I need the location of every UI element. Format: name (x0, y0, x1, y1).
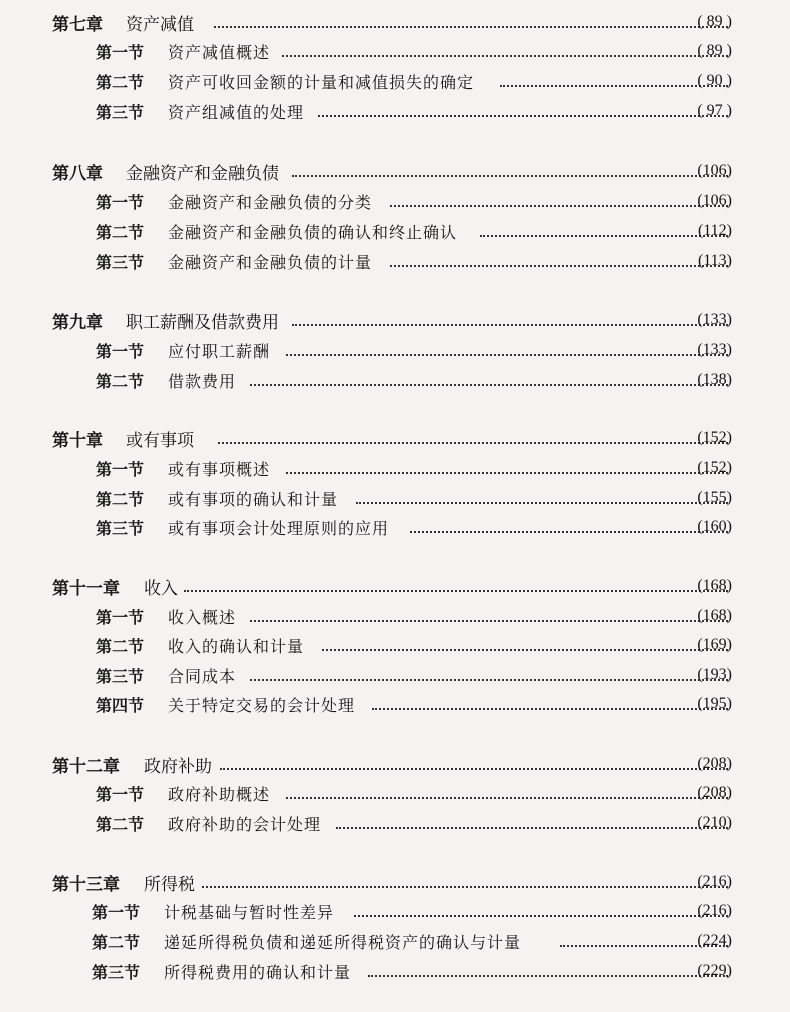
dot-leader (390, 263, 728, 267)
section-title: 金融资产和金融负债的确认和终止确认 (168, 222, 458, 242)
page-number: (112) (697, 222, 732, 239)
page-number: (152) (697, 429, 732, 446)
dot-leader (202, 884, 728, 888)
dot-leader (336, 825, 728, 829)
dot-leader (480, 233, 728, 237)
section-title: 收入概述 (168, 607, 237, 627)
section-title: 或有事项会计处理原则的应用 (168, 518, 390, 538)
section-title: 政府补助概述 (168, 784, 271, 804)
chapter-title: 资产减值 (126, 14, 194, 35)
toc-section[interactable] (0, 897, 790, 925)
page-number: (155) (697, 489, 732, 506)
section-label: 第三节 (96, 666, 145, 686)
page-number: (208) (697, 755, 732, 772)
toc-section[interactable] (0, 187, 790, 215)
section-label: 第二节 (96, 636, 145, 656)
dot-leader (322, 647, 728, 651)
dot-leader (354, 913, 728, 917)
chapter-title: 金融资产和金融负债 (126, 163, 279, 184)
section-label: 第一节 (96, 784, 145, 804)
section-label: 第二节 (96, 371, 145, 391)
section-label: 第一节 (96, 42, 145, 62)
chapter-label: 第十三章 (52, 874, 120, 895)
page-number: (168) (697, 577, 732, 594)
chapter-title: 或有事项 (126, 430, 194, 451)
section-label: 第三节 (96, 102, 145, 122)
chapter-label: 第十二章 (52, 756, 120, 777)
toc-chapter-11[interactable] (0, 572, 790, 600)
section-label: 第二节 (96, 489, 145, 509)
dot-leader (390, 203, 728, 207)
toc-section[interactable] (0, 602, 790, 630)
toc-section[interactable] (0, 927, 790, 955)
toc-section[interactable] (0, 957, 790, 985)
page-number: ( 97 ) (697, 102, 732, 119)
dot-leader (250, 677, 728, 681)
section-title: 所得税费用的确认和计量 (164, 962, 352, 982)
page-number: (210) (697, 814, 732, 831)
page-number: ( 89 ) (697, 13, 732, 30)
dot-leader (292, 322, 728, 326)
section-title: 或有事项概述 (168, 459, 271, 479)
toc-chapter-8[interactable] (0, 157, 790, 185)
page-number: (195) (697, 695, 732, 712)
toc-section[interactable] (0, 484, 790, 512)
section-label: 第二节 (96, 72, 145, 92)
section-label: 第二节 (96, 814, 145, 834)
toc-chapter-10[interactable] (0, 424, 790, 452)
section-title: 金融资产和金融负债的分类 (168, 192, 373, 212)
page-number: (193) (697, 666, 732, 683)
page-number: (106) (697, 192, 732, 209)
page-number: (106) (697, 162, 732, 179)
section-label: 第三节 (92, 962, 141, 982)
section-title: 资产组减值的处理 (168, 102, 305, 122)
chapter-title: 职工薪酬及借款费用 (126, 312, 279, 333)
section-title: 递延所得税负债和递延所得税资产的确认与计量 (164, 932, 522, 952)
page-number: (133) (697, 311, 732, 328)
page-number: (229) (697, 962, 732, 979)
dot-leader (250, 382, 728, 386)
dot-leader (282, 53, 728, 57)
page-number: (160) (697, 518, 732, 535)
section-label: 第一节 (96, 341, 145, 361)
dot-leader (368, 973, 728, 977)
dot-leader (318, 113, 728, 117)
dot-leader (372, 706, 728, 710)
section-label: 第二节 (96, 222, 145, 242)
section-label: 第三节 (96, 518, 145, 538)
dot-leader (214, 24, 728, 28)
section-label: 第一节 (92, 902, 141, 922)
chapter-label: 第十章 (52, 430, 103, 451)
toc-chapter-7[interactable] (0, 8, 790, 36)
section-title: 合同成本 (168, 666, 237, 686)
section-title: 应付职工薪酬 (168, 341, 271, 361)
section-title: 借款费用 (168, 371, 237, 391)
toc-section[interactable] (0, 454, 790, 482)
section-title: 资产可收回金额的计量和减值损失的确定 (168, 72, 475, 92)
toc-chapter-13[interactable] (0, 868, 790, 896)
chapter-title: 收入 (144, 578, 178, 599)
dot-leader (410, 529, 728, 533)
toc-section[interactable] (0, 809, 790, 837)
page-number: (168) (697, 607, 732, 624)
toc-section[interactable] (0, 779, 790, 807)
chapter-title: 所得税 (144, 874, 195, 895)
section-title: 政府补助的会计处理 (168, 814, 322, 834)
section-title: 资产减值概述 (168, 42, 271, 62)
section-label: 第一节 (96, 607, 145, 627)
toc-section[interactable] (0, 513, 790, 541)
page-number: (208) (697, 784, 732, 801)
chapter-label: 第八章 (52, 163, 103, 184)
page-number: (138) (697, 371, 732, 388)
chapter-label: 第七章 (52, 14, 103, 35)
dot-leader (500, 83, 728, 87)
toc-section[interactable] (0, 97, 790, 125)
section-label: 第一节 (96, 192, 145, 212)
chapter-title: 政府补助 (144, 756, 212, 777)
dot-leader (292, 173, 728, 177)
section-label: 第四节 (96, 695, 145, 715)
dot-leader (286, 470, 728, 474)
toc-section[interactable] (0, 247, 790, 275)
page-number: (216) (697, 873, 732, 890)
chapter-label: 第十一章 (52, 578, 120, 599)
section-label: 第一节 (96, 459, 145, 479)
section-label: 第三节 (96, 252, 145, 272)
dot-leader (250, 618, 728, 622)
page-number: (224) (697, 932, 732, 949)
dot-leader (184, 588, 728, 592)
toc-section[interactable] (0, 661, 790, 689)
section-title: 金融资产和金融负债的计量 (168, 252, 373, 272)
section-title: 关于特定交易的会计处理 (168, 695, 356, 715)
section-title: 收入的确认和计量 (168, 636, 305, 656)
section-title: 计税基础与暂时性差异 (164, 902, 335, 922)
dot-leader (286, 352, 728, 356)
dot-leader (220, 766, 728, 770)
dot-leader (356, 500, 728, 504)
toc-section[interactable] (0, 217, 790, 245)
toc-chapter-9[interactable] (0, 306, 790, 334)
toc-section[interactable] (0, 336, 790, 364)
page-number: (113) (697, 252, 732, 269)
page-number: (152) (697, 459, 732, 476)
page-number: (169) (697, 636, 732, 653)
toc-section[interactable] (0, 67, 790, 95)
chapter-label: 第九章 (52, 312, 103, 333)
dot-leader (218, 440, 728, 444)
toc-section[interactable] (0, 37, 790, 65)
dot-leader (286, 795, 728, 799)
page-number: ( 89 ) (697, 42, 732, 59)
section-label: 第二节 (92, 932, 141, 952)
toc-section[interactable] (0, 366, 790, 394)
toc-section[interactable] (0, 631, 790, 659)
page-number: ( 90 ) (697, 72, 732, 89)
page-number: (216) (697, 902, 732, 919)
toc-section[interactable] (0, 690, 790, 718)
section-title: 或有事项的确认和计量 (168, 489, 339, 509)
page-number: (133) (697, 341, 732, 358)
toc-chapter-12[interactable] (0, 750, 790, 778)
